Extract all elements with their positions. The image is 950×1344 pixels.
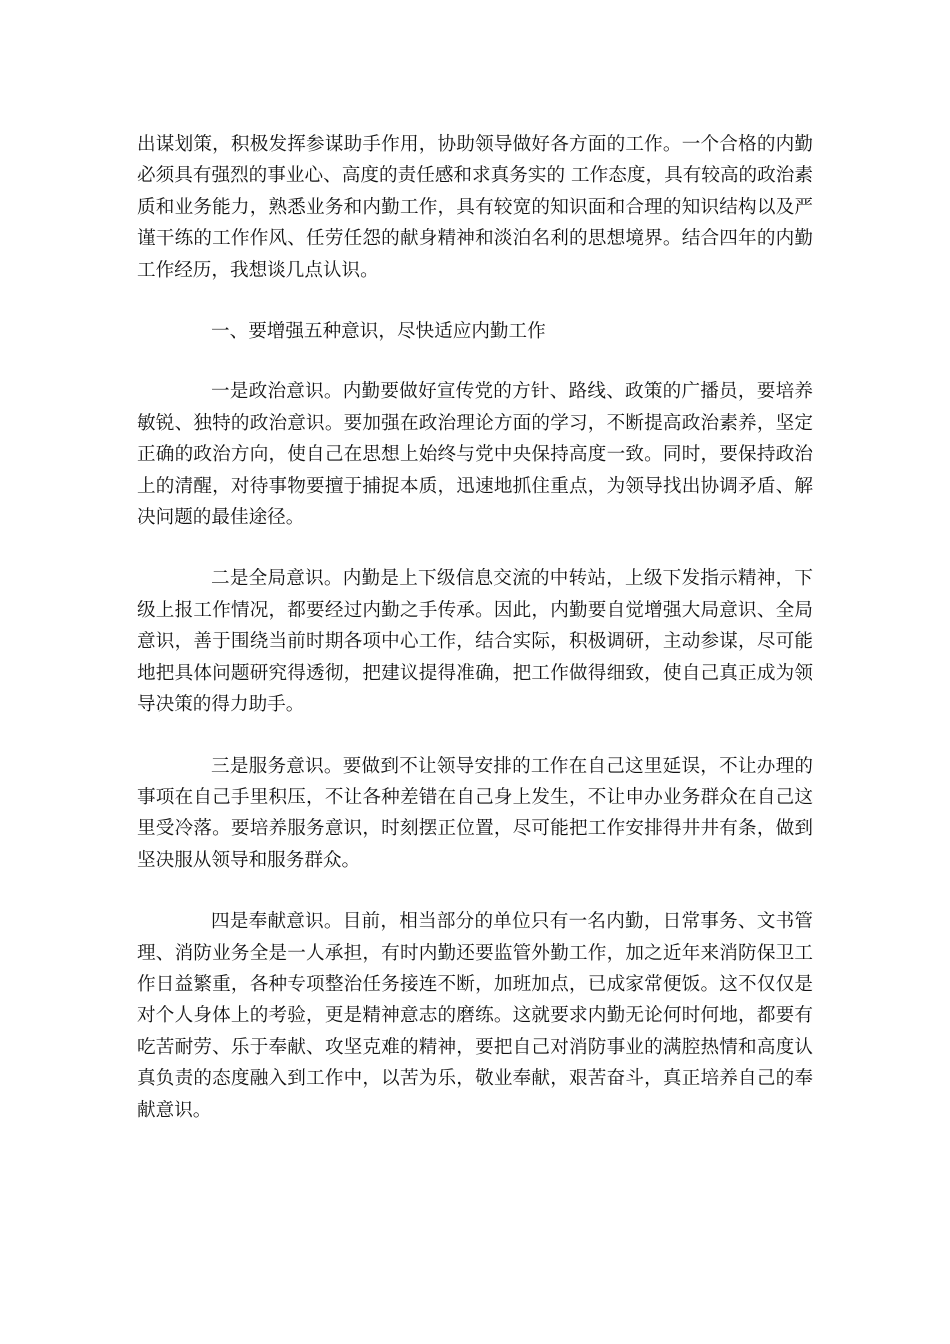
paragraph-dedication-awareness: 四是奉献意识。目前，相当部分的单位只有一名内勤，日常事务、文书管理、消防业务全是一人承担，有时内勤还要监管外勤工作，加之近年来消防保卫工作日益繁重，各种专项整治任务接连不断，加班加点，已成家常便饭。这不仅仅是对个人身体上的考验，更是精神意志的磨练。这就要求内勤无论何时何地，都要有吃苦耐劳、乐于奉献、攻坚克难的精神，要把自己对消防事业的满腔热情和高度认真负责的态度融入到工作中，以苦为乐，敬业奉献，艰苦奋斗，真正培养自己的奉献意识。	[137, 911, 813, 1121]
paragraph-intro: 出谋划策，积极发挥参谋助手作用，协助领导做好各方面的工作。一个合格的内勤必须具有强烈的事业心、高度的责任感和求真务实的 工作态度，具有较高的政治素质和业务能力，熟悉业务和内勤工作，具有较宽的知识面和合理的知识结构以及严谨干练的工作作风、任劳任怨的献身精神和淡泊名利的思想境界。结合四年的内勤工作经历，我想谈几点认识。	[137, 134, 813, 281]
paragraph-service-awareness: 三是服务意识。要做到不让领导安排的工作在自己这里延误，不让办理的事项在自己手里积压，不让各种差错在自己身上发生，不让申办业务群众在自己这里受冷落。要培养服务意识，时刻摆正位置，尽可能把工作安排得井井有条，做到坚决服从领导和服务群众。	[137, 755, 813, 871]
document-page	[137, 129, 813, 1156]
paragraph-political-awareness: 一是政治意识。内勤要做好宣传党的方针、路线、政策的广播员，要培养敏锐、独特的政治意识。要加强在政治理论方面的学习，不断提高政治素养，坚定正确的政治方向，使自己在思想上始终与党中央保持高度一致。同时，要保持政治上的清醒，对待事物要擅于捕捉本质，迅速地抓住重点，为领导找出协调矛盾、解决问题的最佳途径。	[137, 381, 813, 529]
paragraph-overall-awareness: 二是全局意识。内勤是上下级信息交流的中转站，上级下发指示精神，下级上报工作情况，都要经过内勤之手传承。因此，内勤要自觉增强大局意识、全局意识，善于围绕当前时期各项中心工作，结合实际，积极调研，主动参谋，尽可能地把具体问题研究得透彻，把建议提得准确，把工作做得细致，使自己真正成为领导决策的得力助手。	[137, 568, 813, 716]
section-heading: 一、要增强五种意识，尽快适应内勤工作	[211, 321, 546, 343]
